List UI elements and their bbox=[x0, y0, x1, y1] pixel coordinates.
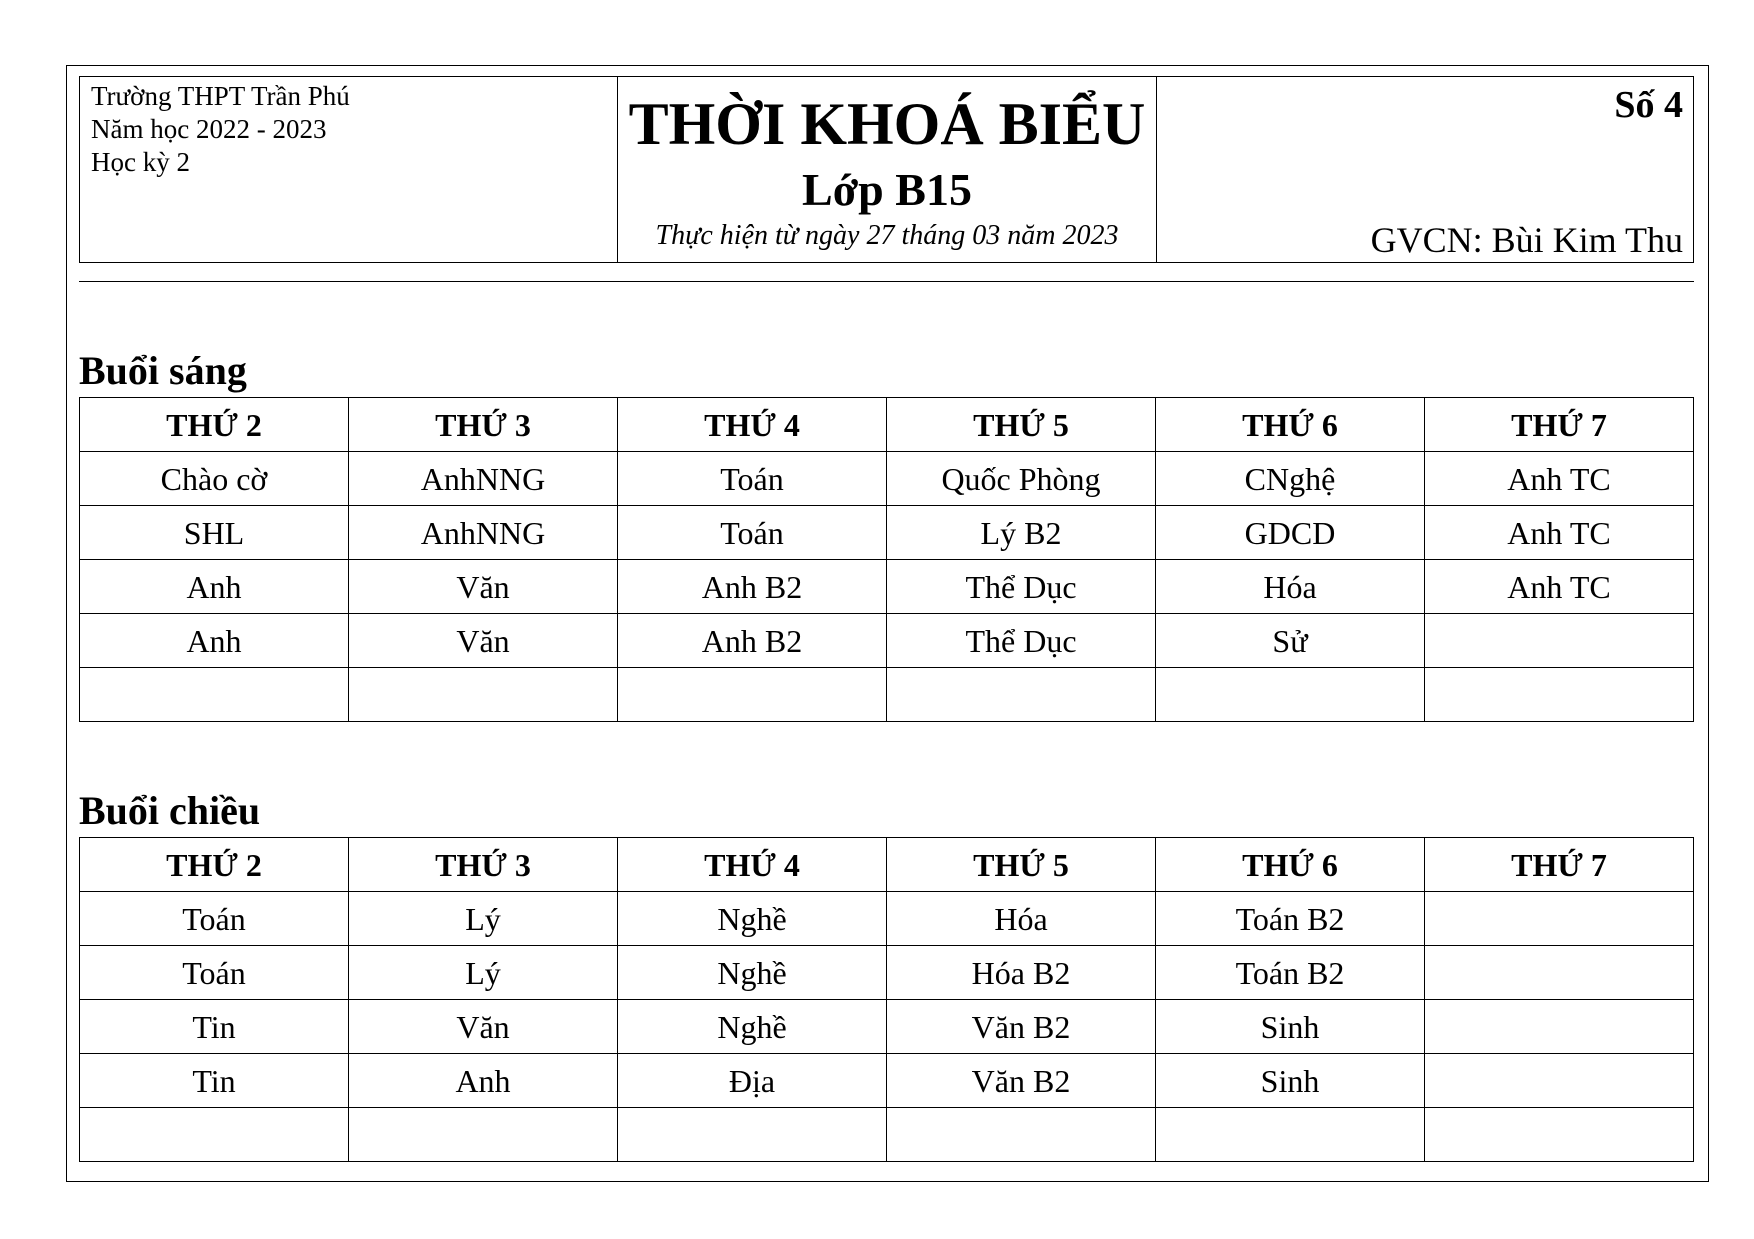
subject-cell: Thể Dục bbox=[887, 614, 1156, 668]
day-header: THỨ 6 bbox=[1156, 838, 1425, 892]
header-divider bbox=[79, 281, 1694, 282]
document-number: Số 4 bbox=[1614, 84, 1683, 126]
table-row bbox=[80, 1000, 1694, 1054]
day-header: THỨ 6 bbox=[1156, 398, 1425, 452]
number-cell bbox=[1157, 77, 1693, 262]
subject-cell bbox=[1425, 946, 1694, 1000]
subject-cell bbox=[1425, 1000, 1694, 1054]
subject-cell: Quốc Phòng bbox=[887, 452, 1156, 506]
subject-cell: Toán B2 bbox=[1156, 892, 1425, 946]
title-cell bbox=[618, 77, 1157, 262]
homeroom-teacher: GVCN: Bùi Kim Thu bbox=[1370, 220, 1683, 260]
table-row bbox=[80, 892, 1694, 946]
day-header: THỨ 2 bbox=[80, 398, 349, 452]
subject-cell: Lý bbox=[349, 892, 618, 946]
subject-cell: Anh TC bbox=[1425, 560, 1694, 614]
subject-cell: Anh B2 bbox=[618, 560, 887, 614]
subject-cell: Hóa bbox=[887, 892, 1156, 946]
subject-cell bbox=[349, 668, 618, 722]
subject-cell: Chào cờ bbox=[80, 452, 349, 506]
subject-cell: Hóa B2 bbox=[887, 946, 1156, 1000]
table-row bbox=[80, 614, 1694, 668]
table-row bbox=[80, 946, 1694, 1000]
subject-cell: Văn B2 bbox=[887, 1000, 1156, 1054]
school-year: Năm học 2022 - 2023 bbox=[91, 114, 327, 144]
day-header: THỨ 2 bbox=[80, 838, 349, 892]
subject-cell bbox=[1425, 668, 1694, 722]
day-header: THỨ 4 bbox=[618, 838, 887, 892]
table-header-row bbox=[80, 398, 1694, 452]
subject-cell: Tin bbox=[80, 1054, 349, 1108]
subject-cell: Nghề bbox=[618, 892, 887, 946]
subject-cell: Anh B2 bbox=[618, 614, 887, 668]
table-row bbox=[80, 1054, 1694, 1108]
subject-cell bbox=[1156, 1108, 1425, 1162]
subject-cell: Sinh bbox=[1156, 1054, 1425, 1108]
subject-cell: Hóa bbox=[1156, 560, 1425, 614]
subject-cell: AnhNNG bbox=[349, 506, 618, 560]
subject-cell: Văn bbox=[349, 1000, 618, 1054]
subject-cell: Thể Dục bbox=[887, 560, 1156, 614]
table-row bbox=[80, 560, 1694, 614]
table-row bbox=[80, 506, 1694, 560]
day-header: THỨ 7 bbox=[1425, 838, 1694, 892]
subject-cell bbox=[1425, 614, 1694, 668]
school-info-cell bbox=[80, 77, 618, 262]
subject-cell: Anh TC bbox=[1425, 506, 1694, 560]
semester: Học kỳ 2 bbox=[91, 147, 190, 177]
day-header: THỨ 5 bbox=[887, 398, 1156, 452]
subject-cell: Văn bbox=[349, 560, 618, 614]
subject-cell: Anh bbox=[349, 1054, 618, 1108]
day-header: THỨ 3 bbox=[349, 838, 618, 892]
subject-cell: Nghề bbox=[618, 1000, 887, 1054]
subject-cell: Văn bbox=[349, 614, 618, 668]
subject-cell: Toán B2 bbox=[1156, 946, 1425, 1000]
subject-cell: Toán bbox=[80, 892, 349, 946]
subject-cell bbox=[349, 1108, 618, 1162]
table-header-row bbox=[80, 838, 1694, 892]
morning-timetable bbox=[79, 397, 1694, 722]
subject-cell bbox=[1425, 892, 1694, 946]
effective-date: Thực hiện từ ngày 27 tháng 03 năm 2023 bbox=[655, 220, 1119, 251]
subject-cell: Toán bbox=[618, 452, 887, 506]
subject-cell: Anh TC bbox=[1425, 452, 1694, 506]
subject-cell bbox=[887, 1108, 1156, 1162]
day-header: THỨ 4 bbox=[618, 398, 887, 452]
subject-cell: AnhNNG bbox=[349, 452, 618, 506]
morning-section-title: Buổi sáng bbox=[79, 348, 247, 393]
document-title: THỜI KHOÁ BIỂU bbox=[628, 91, 1146, 157]
subject-cell bbox=[618, 668, 887, 722]
subject-cell: Sử bbox=[1156, 614, 1425, 668]
table-row bbox=[80, 452, 1694, 506]
day-header: THỨ 5 bbox=[887, 838, 1156, 892]
school-info bbox=[91, 80, 350, 179]
subject-cell bbox=[618, 1108, 887, 1162]
subject-cell: Toán bbox=[618, 506, 887, 560]
subject-cell: Anh bbox=[80, 560, 349, 614]
subject-cell bbox=[80, 1108, 349, 1162]
subject-cell: Địa bbox=[618, 1054, 887, 1108]
subject-cell bbox=[80, 668, 349, 722]
school-name: Trường THPT Trần Phú bbox=[91, 81, 350, 111]
day-header: THỨ 3 bbox=[349, 398, 618, 452]
subject-cell bbox=[887, 668, 1156, 722]
subject-cell: GDCD bbox=[1156, 506, 1425, 560]
table-row bbox=[80, 668, 1694, 722]
subject-cell: SHL bbox=[80, 506, 349, 560]
subject-cell: Lý B2 bbox=[887, 506, 1156, 560]
subject-cell: Lý bbox=[349, 946, 618, 1000]
table-row bbox=[80, 1108, 1694, 1162]
subject-cell: Nghề bbox=[618, 946, 887, 1000]
afternoon-section-title: Buổi chiều bbox=[79, 788, 261, 833]
class-name: Lớp B15 bbox=[802, 164, 972, 215]
subject-cell: Sinh bbox=[1156, 1000, 1425, 1054]
subject-cell bbox=[1425, 1054, 1694, 1108]
subject-cell: Anh bbox=[80, 614, 349, 668]
subject-cell: Toán bbox=[80, 946, 349, 1000]
subject-cell: Văn B2 bbox=[887, 1054, 1156, 1108]
day-header: THỨ 7 bbox=[1425, 398, 1694, 452]
subject-cell: CNghệ bbox=[1156, 452, 1425, 506]
subject-cell: Tin bbox=[80, 1000, 349, 1054]
subject-cell bbox=[1156, 668, 1425, 722]
document-header bbox=[79, 76, 1694, 263]
afternoon-timetable bbox=[79, 837, 1694, 1162]
subject-cell bbox=[1425, 1108, 1694, 1162]
